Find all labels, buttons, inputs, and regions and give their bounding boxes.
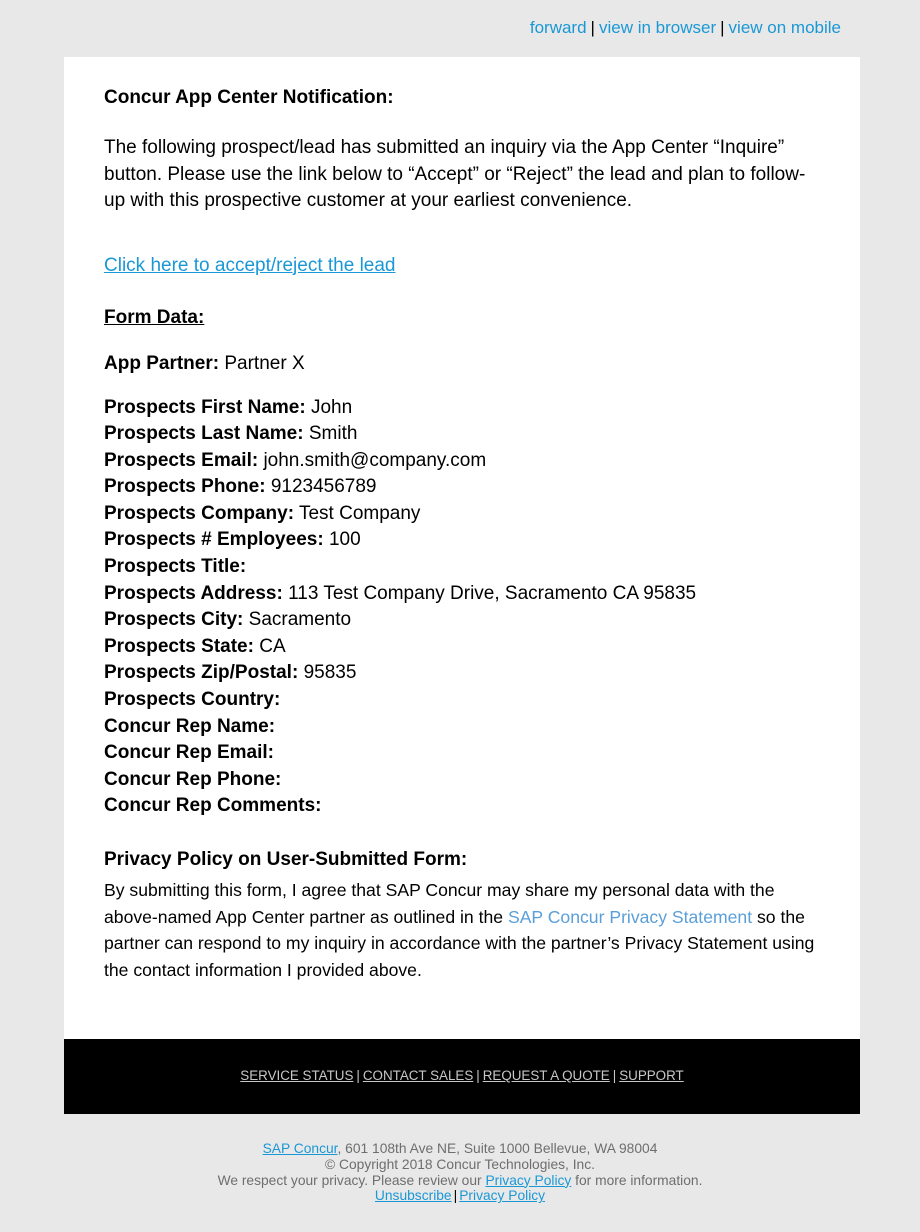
form-data-title: Form Data:	[104, 306, 205, 328]
email-card	[64, 57, 860, 1039]
footer-address-block	[0, 1141, 920, 1204]
view-on-mobile-link[interactable]: view on mobile	[728, 18, 841, 37]
sap-concur-link[interactable]: SAP Concur	[262, 1141, 338, 1156]
field-label: Prospects Country:	[104, 689, 281, 711]
privacy-notice-line	[0, 1173, 920, 1189]
field-label: Concur Rep Name:	[104, 715, 276, 737]
field-label: Prospects Phone:	[104, 476, 266, 498]
privacy-policy-title: Privacy Policy on User-Submitted Form:	[104, 849, 468, 870]
separator: |	[590, 18, 595, 37]
field-value: john.smith@company.com	[263, 449, 487, 471]
field-value: 95835	[303, 662, 357, 684]
footer-link-contact-sales[interactable]: CONTACT SALES	[362, 1068, 474, 1083]
separator: |	[356, 1068, 360, 1083]
field-label: App Partner:	[104, 352, 220, 374]
email-content	[104, 85, 824, 983]
footer-link-support[interactable]: SUPPORT	[619, 1068, 684, 1083]
field-value: 100	[328, 529, 361, 551]
address-line	[0, 1141, 920, 1157]
prospect-fields	[104, 395, 824, 821]
field-value: Sacramento	[248, 609, 352, 631]
form-field-row	[104, 634, 824, 661]
privacy-notice-after: for more information.	[571, 1172, 703, 1188]
field-label: Prospects # Employees:	[104, 529, 324, 551]
footer-link-request-a-quote[interactable]: REQUEST A QUOTE	[482, 1068, 610, 1083]
top-links	[530, 18, 841, 38]
unsubscribe-link[interactable]: Unsubscribe	[374, 1188, 452, 1204]
form-field-row	[104, 474, 824, 501]
field-label: Concur Rep Email:	[104, 742, 274, 764]
field-label: Prospects Email:	[104, 449, 259, 471]
footer-band-links	[64, 1068, 860, 1083]
form-field-row	[104, 554, 824, 581]
field-value: Partner X	[224, 352, 305, 374]
form-field-row	[104, 395, 824, 422]
field-value: CA	[259, 635, 286, 657]
field-value: 9123456789	[270, 476, 377, 498]
privacy-text-before: By submitting this form, I agree that SAP Concur may share my personal data with the above-named App Center partner as outlined in the	[104, 880, 775, 927]
app-partner-row	[104, 351, 824, 377]
field-label: Prospects Company:	[104, 502, 295, 524]
unsubscribe-line	[0, 1188, 920, 1204]
field-label: Prospects First Name:	[104, 396, 306, 418]
privacy-statement-link[interactable]: SAP Concur Privacy Statement	[507, 906, 753, 927]
privacy-policy-link-2[interactable]: Privacy Policy	[459, 1188, 546, 1204]
field-value: Test Company	[298, 502, 421, 524]
form-field-row	[104, 581, 824, 608]
separator: |	[720, 18, 725, 37]
field-label: Prospects Title:	[104, 556, 247, 578]
form-field-row	[104, 607, 824, 634]
copyright-line: © Copyright 2018 Concur Technologies, Inc.	[325, 1156, 595, 1172]
field-label: Concur Rep Phone:	[104, 768, 282, 790]
form-field-row	[104, 687, 824, 714]
form-field-row	[104, 501, 824, 528]
form-field-row	[104, 660, 824, 687]
separator: |	[476, 1068, 480, 1083]
separator: |	[612, 1068, 617, 1083]
field-label: Prospects Last Name:	[104, 423, 304, 445]
address-text: , 601 108th Ave NE, Suite 1000 Bellevue, WA 98004	[337, 1141, 658, 1156]
form-field-row	[104, 767, 824, 794]
privacy-policy-text	[104, 877, 824, 983]
field-label: Concur Rep Comments:	[104, 795, 322, 817]
field-label: Prospects State:	[104, 635, 254, 657]
notification-heading: Concur App Center Notification:	[104, 87, 394, 108]
field-value: Smith	[308, 423, 358, 445]
form-field-row	[104, 740, 824, 767]
field-label: Prospects City:	[104, 609, 244, 631]
privacy-policy-link[interactable]: Privacy Policy	[485, 1172, 572, 1188]
forward-link[interactable]: forward	[529, 18, 587, 37]
separator: |	[453, 1188, 458, 1204]
form-field-row	[104, 714, 824, 741]
accept-reject-lead-link[interactable]: Click here to accept/reject the lead	[104, 254, 396, 276]
field-label: Prospects Address:	[104, 582, 283, 604]
footer-link-service-status[interactable]: SERVICE STATUS	[240, 1068, 354, 1083]
form-field-row	[104, 448, 824, 475]
footer-band	[64, 1039, 860, 1114]
privacy-text-after: so the partner can respond to my inquiry in accordance with the partner’s Privacy Statement using the contact information I provided above.	[104, 906, 815, 980]
form-field-row	[104, 527, 824, 554]
privacy-notice-before: We respect your privacy. Please review our	[217, 1172, 486, 1188]
view-in-browser-link[interactable]: view in browser	[598, 18, 717, 37]
intro-paragraph: The following prospect/lead has submitted an inquiry via the App Center “Inquire” button. Please use the link below to “Accept” or “Reject” the lead and plan to follow-up with this prospective customer at your earliest convenience.	[104, 137, 806, 211]
field-value: John	[310, 396, 353, 418]
field-value: 113 Test Company Drive, Sacramento CA 95835	[288, 582, 697, 604]
field-label: Prospects Zip/Postal:	[104, 662, 299, 684]
form-field-row	[104, 793, 824, 820]
form-field-row	[104, 421, 824, 448]
